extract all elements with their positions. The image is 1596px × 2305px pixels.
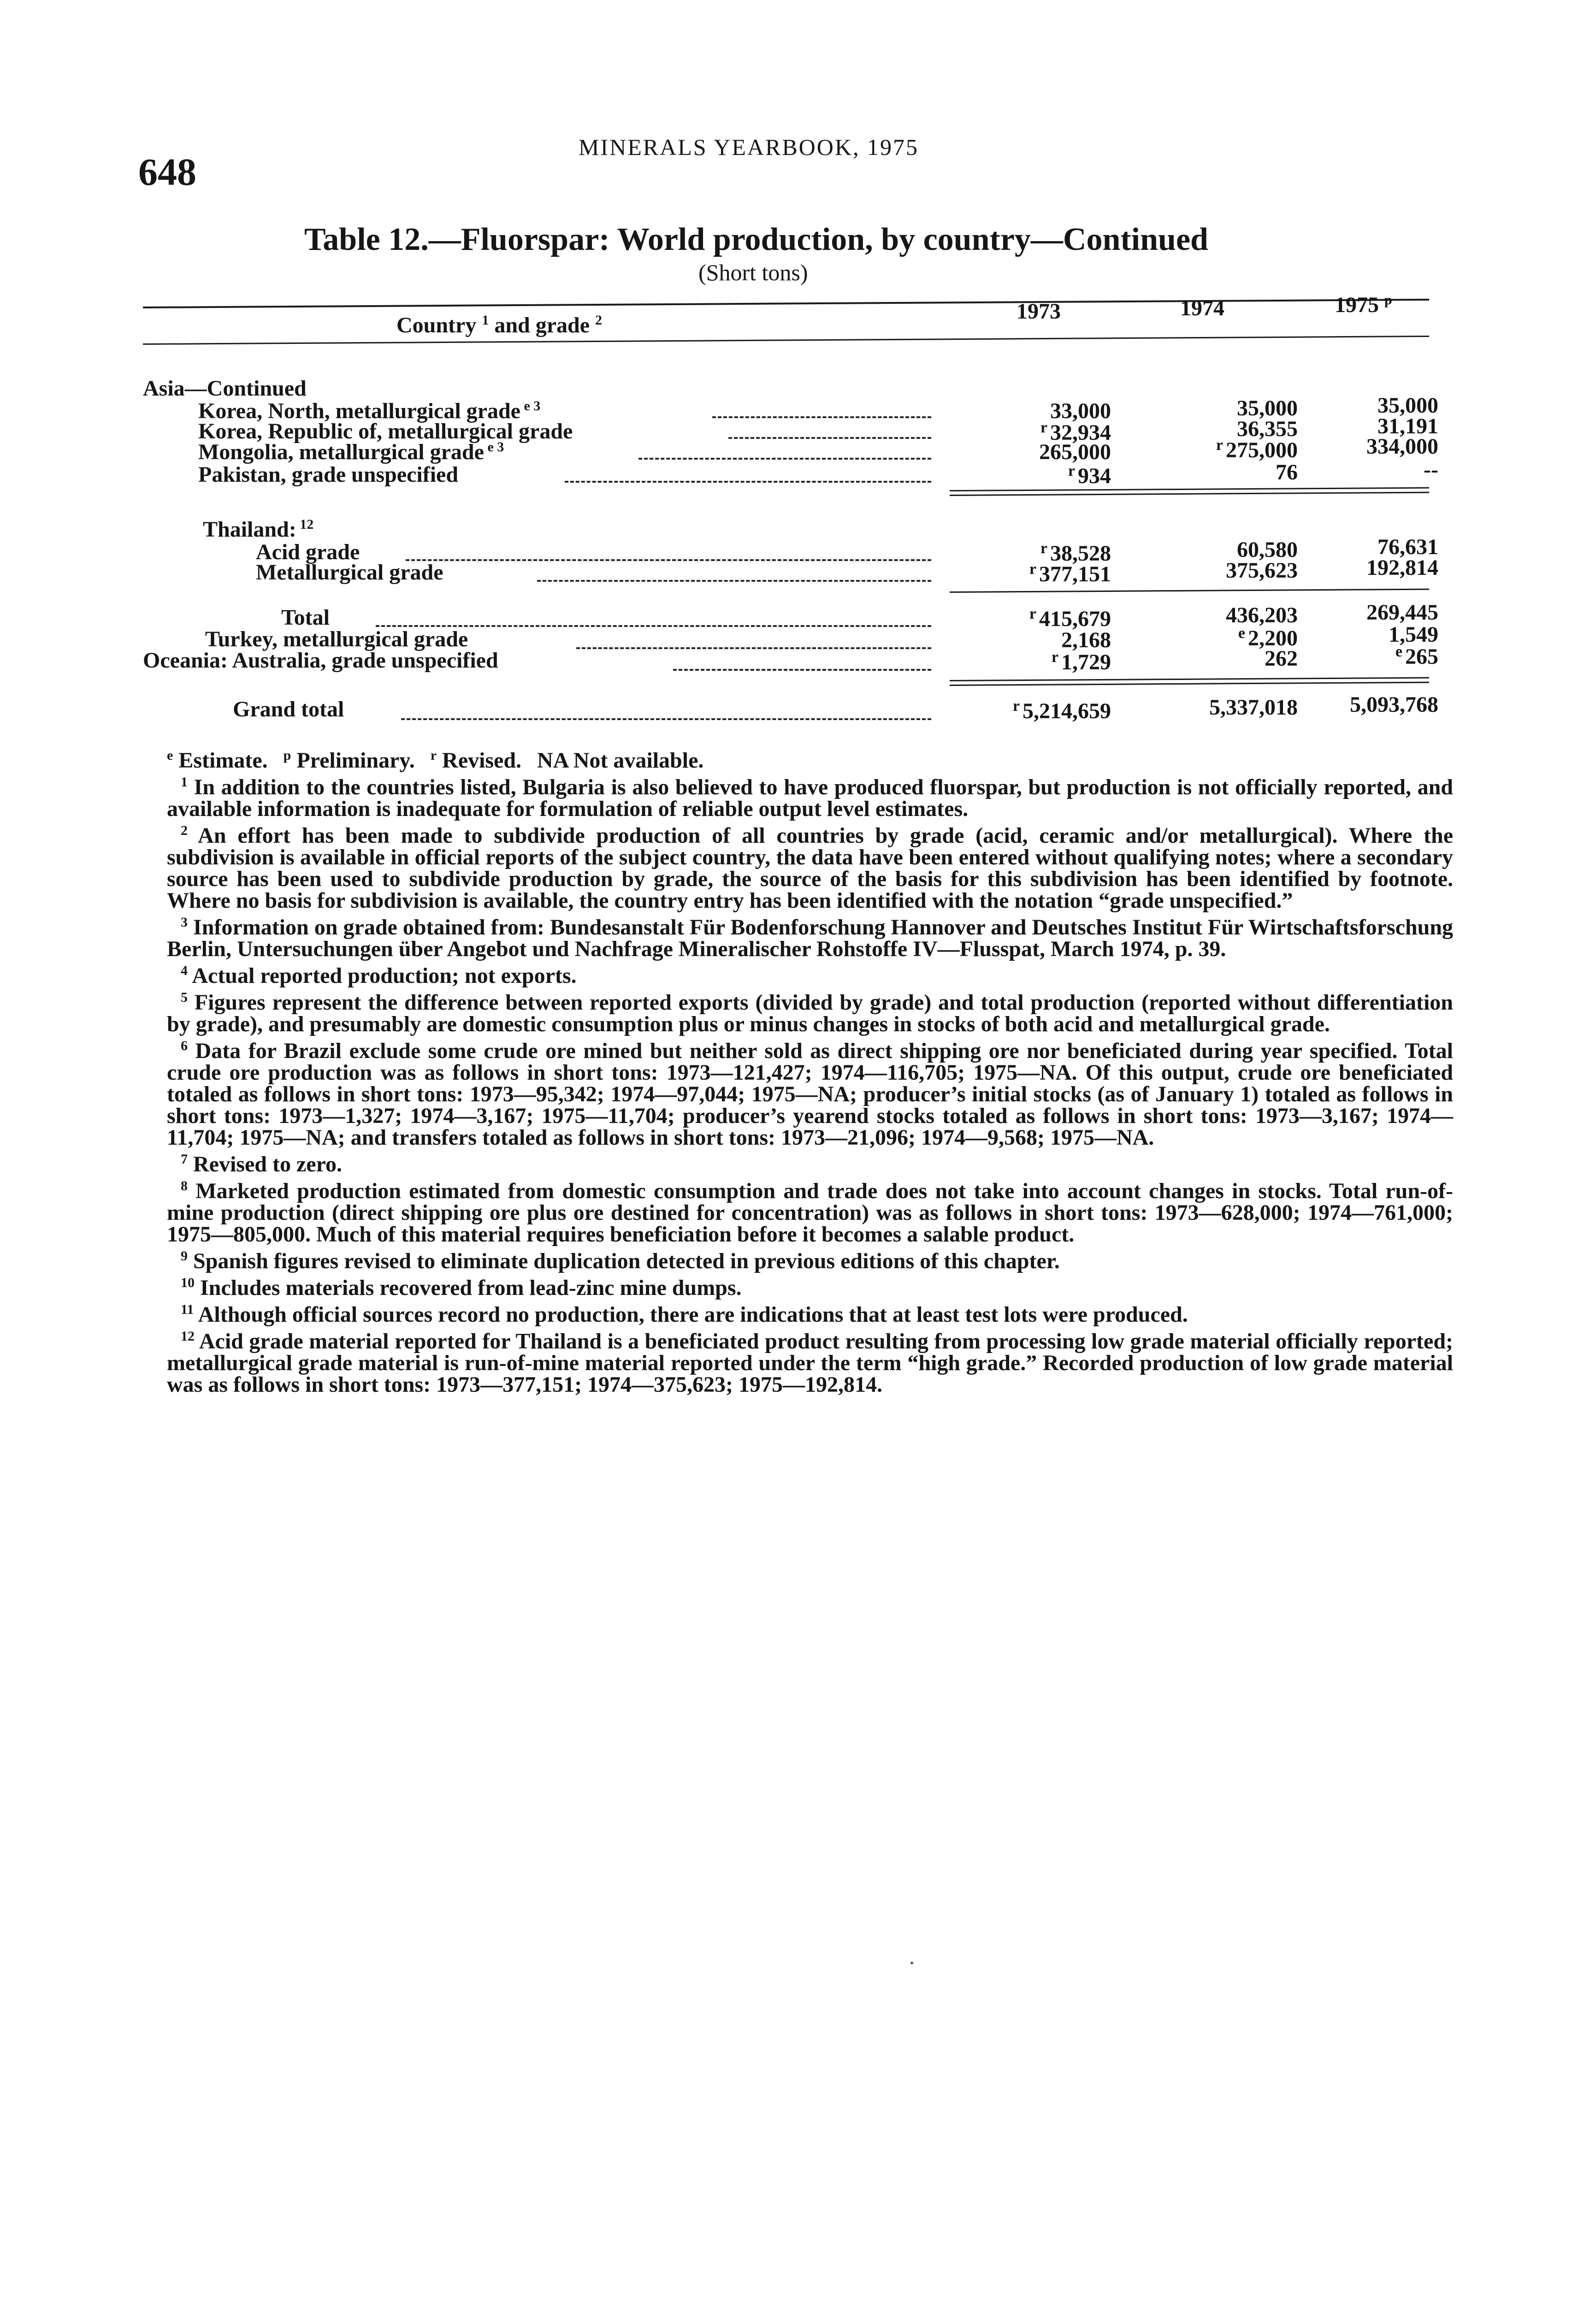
dot-leader	[728, 437, 931, 439]
cell-1975: 1,549	[1389, 622, 1438, 647]
header-bottom-rule	[143, 336, 1429, 345]
cell-flag: r	[1012, 697, 1020, 715]
cell-1974: 436,203	[1226, 603, 1298, 628]
oceania-rule-1	[950, 677, 1429, 681]
cell-1974: 60,580	[1237, 538, 1298, 562]
table-row	[0, 555, 1596, 588]
dot-leader	[565, 481, 931, 483]
footnote-5: $^5$ Figures represent the difference between reported exports (divided by grade) and total production (reported without differentiation by grade), and presumably are domestic consumption plus or minus changes in stocks of both acid and metallurgical grade.	[167, 990, 1453, 1036]
footnote-2: $^2$ An effort has been made to subdivide production of all countries by grade (acid, ceramic and/or metallurgical). Where the subdivision is available in official reports of the subject country, the data have been entered without qualifying notes; where a secondary source has been used to subdivide production by grade, the source of the basis for this subdivision has been identified by footnote. Where no basis for subdivision is available, the country entry has been identified with the notation “grade unspecified.”	[167, 823, 1453, 913]
cell-1975: 269,445	[1366, 600, 1438, 625]
cell-1974: 375,623	[1226, 558, 1298, 583]
row-label: Grand total	[233, 697, 344, 722]
cell-flag: e	[1395, 643, 1402, 660]
row-label: Korea, North, metallurgical grade $^{e 3}$	[198, 398, 541, 424]
cell-1975: --	[1424, 457, 1438, 482]
row-label: Turkey, metallurgical grade	[205, 626, 468, 651]
table-row	[0, 643, 1596, 677]
cell-1973: $^r$ 415,679	[1029, 605, 1111, 632]
cell-1973: 265,000	[1039, 440, 1111, 465]
cell-flag: r	[1029, 560, 1036, 578]
dot-leader	[537, 580, 931, 582]
column-header-1975: 1975 $^p$	[1335, 292, 1392, 317]
column-header-country: Country $^1$ and grade $^2$	[396, 313, 603, 337]
footnote-9: $^9$ Spanish figures revised to eliminate duplication detected in previous editions of this chapter.	[181, 1248, 1060, 1273]
footnote-legend: $^e$ Estimate. $^p$ Preliminary. $^r$ Revised. NA Not available.	[167, 748, 704, 773]
dot-leader	[406, 559, 931, 561]
table-title: Table 12.—Fluorspar: World production, by country—Continued	[304, 222, 1208, 257]
cell-1973: $^r$ 32,934	[1040, 419, 1111, 445]
table-top-rule	[143, 299, 1429, 308]
column-header-1974: 1974	[1180, 296, 1224, 320]
cell-1973: 2,168	[1061, 627, 1111, 652]
cell-flag: r	[1040, 540, 1047, 557]
column-header-1973: 1973	[1017, 299, 1061, 324]
dot-leader	[712, 416, 931, 418]
row-label: Oceania: Australia, grade unspecified	[143, 648, 498, 673]
footnote-10: $^{10}$ Includes materials recovered from lead-zinc mine dumps.	[181, 1275, 742, 1300]
dot-leader	[673, 669, 931, 671]
footnotes	[167, 745, 1453, 1395]
cell-1973: $^r$ 934	[1068, 462, 1111, 488]
footnote-4: $^4$ Actual reported production; not exports.	[181, 963, 577, 988]
dot-leader	[401, 718, 931, 720]
cell-1974: 36,355	[1237, 416, 1298, 441]
cell-1974: 35,000	[1237, 396, 1298, 421]
cell-1975: 334,000	[1366, 434, 1438, 459]
cell-1974: $^e$ 2,200	[1238, 624, 1298, 650]
footnote-6: $^6$ Data for Brazil exclude some crude ore mined but neither sold as direct shipping ore nor beneficiated during year specified. Total crude ore production was as follows in short tons: 1973—121,427; 1974—116,705; 1975—NA. Of this output, crude ore beneficiated totaled as follows in short tons: 1973—95,342; 1974—97,044; 1975—NA; producer’s initial stocks (as of January 1) totaled as follows in short tons: 1973—1,327; 1974—3,167; 1975—11,704; producer’s yearend stocks totaled as follows in short tons: 1973—3,167; 1974—11,704; 1975—NA; and transfers totaled as follows in short tons: 1973—21,096; 1974—9,568; 1975—NA.	[167, 1038, 1453, 1150]
cell-1973: $^r$ 1,729	[1051, 649, 1111, 674]
footnote-1: $^1$ In addition to the countries listed, Bulgaria is also believed to have produced fluorspar, but production is not officially reported, and available information is inadequate for formulation of reliable output level estimates.	[167, 774, 1453, 821]
cell-flag: e	[1238, 624, 1245, 642]
scan-speck	[910, 1962, 913, 1964]
footnote-11: $^{11}$ Although official sources record no production, there are indications that at least test lots were produced.	[181, 1302, 1188, 1327]
oceania-rule-2	[950, 682, 1429, 686]
footnote-3: $^3$ Information on grade obtained from: Bundesanstalt Für Bodenforschung Hannover and Deutsches Institut Für Wirtschaftsforschung Berlin, Untersuchungen über Angebot und Nachfrage Mineralischer Rohstoffe IV—Flusspat, March 1974, p. 39.	[167, 915, 1453, 961]
footnote-7: $^7$ Revised to zero.	[181, 1152, 343, 1176]
row-label: Thailand: $^{12}$	[203, 517, 314, 542]
row-label: Total	[281, 605, 330, 630]
cell-flag: r	[1051, 649, 1058, 666]
cell-1974: 76	[1276, 460, 1298, 485]
running-head: MINERALS YEARBOOK, 1975	[579, 134, 919, 160]
cell-flag: r	[1040, 419, 1047, 436]
cell-1973: $^r$ 38,528	[1040, 540, 1111, 566]
footnote-8: $^8$ Marketed production estimated from domestic consumption and trade does not take into account changes in stocks. Total run-of-mine production (direct shipping ore plus ore destined for concentration) was as follows in short tons: 1973—628,000; 1974—761,000; 1975—805,000. Much of this material requires beneficiation before it becomes a salable product.	[167, 1178, 1453, 1247]
dot-leader	[638, 458, 931, 460]
cell-1974: 5,337,018	[1209, 695, 1298, 720]
row-label: Korea, Republic of, metallurgical grade	[198, 419, 573, 444]
row-label: Pakistan, grade unspecified	[198, 462, 459, 487]
cell-1975: $^e$ 265	[1395, 643, 1438, 669]
cell-1975: 76,631	[1377, 535, 1438, 560]
cell-flag: r	[1029, 605, 1036, 623]
cell-1973: 33,000	[1050, 399, 1111, 424]
cell-1975: 35,000	[1377, 393, 1438, 418]
cell-1975: 5,093,768	[1350, 692, 1438, 717]
footnote-12: $^{12}$ Acid grade material reported for Thailand is a beneficiated product resulting from processing low grade material officially reported; metallurgical grade material is run-of-mine material reported under the term “high grade.” Recorded production of low grade material was as follows in short tons: 1973—377,151; 1974—375,623; 1975—192,814.	[167, 1329, 1453, 1397]
row-label: Asia—Continued	[143, 376, 307, 401]
table-subtitle: (Short tons)	[698, 260, 808, 285]
pakistan-double-rule-2	[950, 492, 1429, 496]
cell-1974: 262	[1265, 646, 1298, 671]
table-row	[0, 457, 1596, 489]
row-label: Acid grade	[256, 540, 360, 565]
row-label: Mongolia, metallurgical grade $^{e 3}$	[198, 439, 504, 464]
dot-leader	[576, 647, 931, 649]
page-number: 648	[138, 151, 196, 194]
cell-1973: $^r$ 377,151	[1029, 560, 1111, 586]
cell-1975: 192,814	[1366, 555, 1438, 580]
row-label: Metallurgical grade	[256, 560, 443, 585]
cell-flag: r	[1068, 462, 1075, 479]
table-row	[0, 692, 1596, 727]
cell-1973: $^r$ 5,214,659	[1012, 697, 1111, 724]
cell-1975: 31,191	[1377, 414, 1438, 438]
metallurgical-total-rule	[950, 589, 1429, 593]
cell-1974: $^r$ 275,000	[1216, 437, 1298, 463]
footnote-list	[167, 771, 1453, 1395]
cell-flag: r	[1216, 437, 1223, 454]
